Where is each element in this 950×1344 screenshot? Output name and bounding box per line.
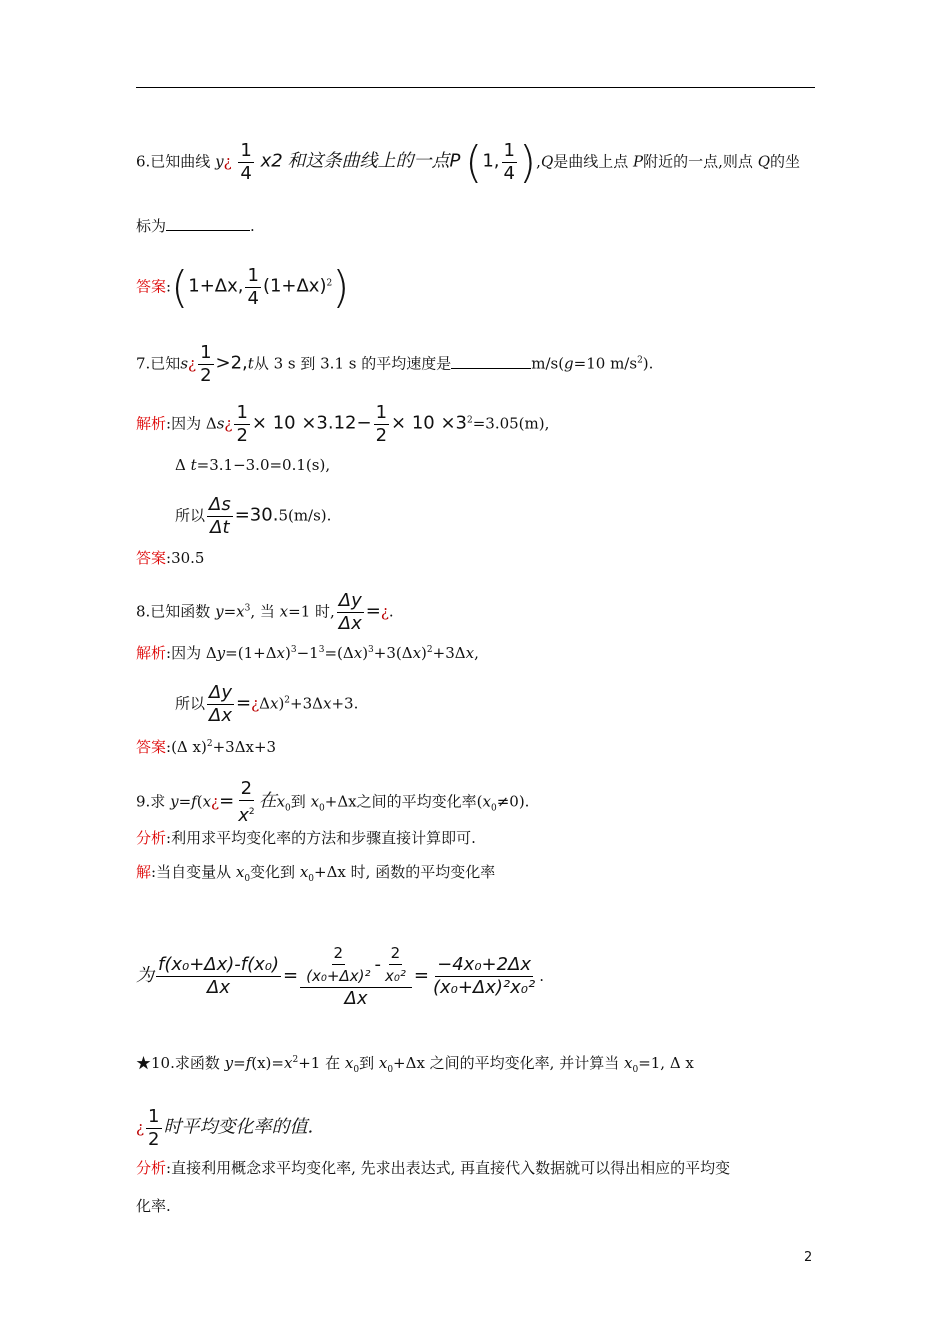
q6-Q2: Q xyxy=(757,152,771,171)
q8-sol-y: y xyxy=(216,644,226,662)
q8-glyph: ¿ xyxy=(380,602,389,621)
q9-sol-x: x xyxy=(235,863,245,881)
page-number: 2 xyxy=(804,1250,813,1265)
q7-geq: =10 m/s xyxy=(573,354,638,373)
q6-lead: 6.已知曲线 xyxy=(136,152,211,171)
q9-ana-label: 分析 xyxy=(136,829,167,847)
q6-tail: 是曲线上点 xyxy=(553,152,629,171)
q8-sol-q: +3Δ xyxy=(432,644,466,662)
q9-f2a-den: (x₀+Δx)² xyxy=(306,967,371,985)
q8-so-a: Δ xyxy=(259,694,270,713)
q8-sup: 3 xyxy=(244,603,251,614)
q8-sol-n: =(Δ xyxy=(324,644,354,662)
q6-fraction xyxy=(238,140,253,185)
q6-ans-fraction xyxy=(245,265,260,310)
question-10 xyxy=(136,1050,694,1080)
q8-solution xyxy=(136,640,479,663)
q10-eq: = xyxy=(233,1054,246,1072)
q7-dt-b: =3.1−3.0=0.1(s), xyxy=(196,456,331,474)
q8-so-sup: 2 xyxy=(284,695,291,706)
q8-y: y xyxy=(215,602,224,621)
q10-ana-label: 分析 xyxy=(136,1159,167,1177)
q9-sol-c: +Δx 时, 函数的平均变化率 xyxy=(314,863,496,881)
q9-lead: 9.求 xyxy=(136,792,171,811)
q8-mid: , 当 xyxy=(250,602,280,621)
q9-eq: = xyxy=(178,792,192,811)
q8-frac xyxy=(337,590,364,635)
q9-ne: ≠0). xyxy=(496,792,530,811)
q9-x3-sub: 0 xyxy=(490,803,497,814)
q8-sol-x4: x xyxy=(465,644,475,662)
q9-frac3 xyxy=(431,954,537,999)
q8-sol-p2: ) xyxy=(362,644,369,662)
q8-so-p: ) xyxy=(278,694,285,713)
q10-plus: +1 在 xyxy=(298,1054,345,1072)
q6-tail2: 附近的一点,则点 xyxy=(643,152,753,171)
q9-wei: 为 xyxy=(136,965,154,986)
q6-ans-num: 1 xyxy=(247,265,259,286)
header-rule xyxy=(136,87,815,88)
q8-sup3: 3 xyxy=(290,645,297,655)
q7-so xyxy=(175,494,331,539)
q7-s: s xyxy=(180,354,189,373)
q10-analysis-line2 xyxy=(136,1196,171,1216)
q10-x0-sub: 0 xyxy=(353,1065,360,1075)
q9-end: . xyxy=(539,967,545,985)
q8-x: x xyxy=(236,602,245,621)
q8-sol-x2: x xyxy=(353,644,363,662)
q7-g: g xyxy=(564,354,574,373)
q9-num: 2 xyxy=(240,778,253,799)
q7-fraction xyxy=(198,342,213,387)
q10-x0: x xyxy=(344,1054,354,1072)
q10-x: x xyxy=(284,1054,293,1072)
q6-ans-paren-close: ) xyxy=(332,261,350,313)
q9-frac1 xyxy=(156,954,281,999)
question-10-line2 xyxy=(136,1106,313,1151)
q7-dt-t: t xyxy=(190,456,197,474)
q8-x2: x xyxy=(279,602,289,621)
q8-lead: 8.已知函数 xyxy=(136,602,216,621)
q8-dot: . xyxy=(388,602,394,621)
q9-sol-a: :当自变量从 xyxy=(151,863,236,881)
q6-pt-den: 4 xyxy=(503,163,515,184)
q7-dt xyxy=(175,455,330,475)
q7-num: 1 xyxy=(200,342,212,363)
q6-answer-colon: : xyxy=(166,277,172,296)
q7-so-den: Δt xyxy=(210,517,230,538)
q6-frac-num: 1 xyxy=(240,140,252,161)
q6-ans-b: (1+Δx) xyxy=(262,275,327,297)
q10-sup: 2 xyxy=(292,1055,299,1065)
q8-mid2: =1 时, xyxy=(288,602,335,621)
q6-Q: Q xyxy=(540,152,554,171)
q7-tail: 从 3 s 到 3.1 s 的平均速度是 xyxy=(253,354,452,373)
q6-pt-num: 1 xyxy=(503,140,515,161)
q8-so-den: Δx xyxy=(209,705,232,726)
q9-tail: 之间的平均变化率( xyxy=(356,792,483,811)
question-6 xyxy=(136,136,801,188)
q7-sol-e: =3.05(m), xyxy=(472,414,550,433)
q9-paren: ( xyxy=(196,792,203,811)
q7-lead: 7.已知 xyxy=(136,354,181,373)
q7-so-num: Δs xyxy=(209,494,231,515)
q7-t: t xyxy=(247,354,254,373)
q9-sol-xsub: 0 xyxy=(244,874,251,884)
q9-f2b-den: x₀² xyxy=(384,967,406,985)
q7-so: 所以 xyxy=(175,506,206,525)
q7-solution xyxy=(136,402,549,447)
q6-P2: P xyxy=(633,152,644,171)
q6-frac-den: 4 xyxy=(240,163,252,184)
q8-so-num: Δy xyxy=(209,682,232,703)
q9-to: 到 xyxy=(290,792,311,811)
q9-x: x xyxy=(202,792,212,811)
q10-to: 到 xyxy=(359,1054,379,1072)
q7-sol-sup: 2 xyxy=(466,415,473,426)
q6-ans-paren-open: ( xyxy=(171,261,189,313)
q8-den: Δx xyxy=(338,613,362,634)
q7-sol-b: × 10 ×3.12− xyxy=(251,412,372,434)
q8-eq: = xyxy=(223,602,237,621)
q6-ans-a: 1+Δx, xyxy=(188,275,244,297)
q8-so-b: +3Δ xyxy=(290,694,323,713)
q7-sol-den2: 2 xyxy=(375,425,388,446)
q6-line2: 标为 xyxy=(136,217,167,235)
q7-sol-a: 因为 Δ xyxy=(171,414,217,433)
q8-so xyxy=(175,682,358,727)
q9-f3-den: (x₀+Δx)²x₀² xyxy=(432,976,536,998)
q6-ans-sup: 2 xyxy=(326,278,333,289)
q6-P: P xyxy=(449,150,461,172)
q7-sol-frac1 xyxy=(234,402,249,447)
q9-f2a-num: 2 xyxy=(332,942,346,965)
q9-frac2 xyxy=(300,942,412,1010)
q9-minus: - xyxy=(374,953,381,975)
q8-sol-x3: x xyxy=(412,644,422,662)
q10-ana2: 化率. xyxy=(136,1197,171,1215)
q8-sol-p: ) xyxy=(285,644,291,662)
q9-analysis xyxy=(136,828,476,848)
q7-sol-s: s xyxy=(216,414,225,433)
q7-sol-colon: : xyxy=(166,414,172,433)
q7-sol-c: × 10 ×3 xyxy=(391,412,467,434)
q9-f2-den: Δx xyxy=(344,988,368,1009)
q10-lead: ★10.求函数 xyxy=(136,1054,225,1072)
q9-f: f xyxy=(191,792,197,811)
q8-sol-o: +3(Δ xyxy=(373,644,413,662)
q8-sup2: 2 xyxy=(426,645,433,655)
q8-sup3b: 3 xyxy=(318,645,325,655)
q9-zai: 在 xyxy=(258,790,277,812)
q7-close: ). xyxy=(642,354,654,373)
q8-sol: :因为 Δ xyxy=(166,644,217,662)
q9-eq3: = xyxy=(283,965,299,986)
q6-paren-close: ) xyxy=(518,136,537,188)
q9-x0-sub: 0 xyxy=(285,803,291,814)
q9-sol-label: 解 xyxy=(136,863,152,881)
q9-sol-b: 变化到 xyxy=(250,863,300,881)
q7-answer xyxy=(136,548,204,568)
q8-answer-a: :(Δ x) xyxy=(166,738,207,756)
q9-frac2b xyxy=(383,942,408,987)
q10-tail: +Δx 之间的平均变化率, 并计算当 xyxy=(393,1054,624,1072)
q8-answer-tail: +3Δx+3 xyxy=(212,738,277,756)
q8-so-frac xyxy=(207,682,234,727)
q8-sol-r: , xyxy=(474,644,479,662)
q9-f1-num: f(x₀+Δx)-f(x₀) xyxy=(158,953,280,975)
q6-tail3: 的坐 xyxy=(770,152,801,171)
q7-answer-label: 答案 xyxy=(136,549,167,567)
q6-answer xyxy=(136,261,350,313)
q7-so-tail: 5(m/s). xyxy=(278,506,332,525)
q7-so-frac xyxy=(207,494,233,539)
q9-y: y xyxy=(170,792,179,811)
q8-sol-p3: ) xyxy=(421,644,427,662)
q8-so-eq: = xyxy=(235,692,252,714)
q9-f1-den: Δx xyxy=(207,976,230,998)
q8-so: 所以 xyxy=(175,694,206,713)
q6-pt-x: 1, xyxy=(482,150,500,172)
q10-num: 1 xyxy=(148,1106,160,1127)
q10-x1-sub: 0 xyxy=(387,1065,394,1075)
q8-sol-x: x xyxy=(276,644,285,662)
q8-answer-sup: 2 xyxy=(206,739,213,749)
q6-glyph: ¿ xyxy=(223,152,232,171)
q10-ana: :直接利用概念求平均变化率, 先求出表达式, 再直接代入数据就可以得出相应的平均变 xyxy=(166,1159,731,1177)
question-9 xyxy=(136,778,529,827)
q9-x3: x xyxy=(482,792,491,811)
q10-f: f xyxy=(245,1054,252,1072)
q8-num: Δy xyxy=(338,590,362,611)
q10-val: =1, Δ x xyxy=(638,1054,694,1072)
q10-line2: 时平均变化率的值. xyxy=(163,1116,314,1138)
q9-den: x xyxy=(238,805,249,826)
q10-glyph: ¿ xyxy=(136,1118,145,1137)
q9-ana: :利用求平均变化率的方法和步骤直接计算即可. xyxy=(166,829,476,847)
q8-eq2: = xyxy=(365,600,381,622)
q7-answer-blank xyxy=(451,354,531,369)
q6-answer-blank xyxy=(166,216,250,231)
q9-f2b-num: 2 xyxy=(389,942,403,965)
q8-sol-label: 解析 xyxy=(136,644,167,662)
q10-px: (x) xyxy=(251,1054,272,1072)
q8-answer-label: 答案 xyxy=(136,738,167,756)
q9-frac2a xyxy=(304,942,372,987)
q9-eq4: = xyxy=(413,965,429,986)
q6-period: . xyxy=(250,217,255,235)
q9-frac xyxy=(236,778,256,827)
q10-y: y xyxy=(224,1054,234,1072)
q9-formula xyxy=(136,942,544,1010)
q6-var-y: y xyxy=(215,152,224,171)
q9-x0: x xyxy=(276,792,286,811)
q10-x1: x xyxy=(378,1054,388,1072)
q7-answer-value: :30.5 xyxy=(166,549,205,567)
q7-units: m/s( xyxy=(531,354,565,373)
q7-gt: >2, xyxy=(215,352,248,374)
q6-comma: , xyxy=(536,152,541,171)
q7-den: 2 xyxy=(200,365,212,386)
q9-sol-x2sub: 0 xyxy=(308,874,315,884)
q10-den: 2 xyxy=(148,1129,160,1150)
question-6-line2 xyxy=(136,216,255,236)
q9-f3-num: −4x₀+2Δx xyxy=(437,953,532,975)
question-7 xyxy=(136,342,653,387)
q8-sol-m: −1 xyxy=(296,644,319,662)
q8-sup3c: 3 xyxy=(368,645,374,655)
q6-ans-den: 4 xyxy=(247,288,259,309)
q8-so-c: +3. xyxy=(331,694,359,713)
q6-pt-fraction xyxy=(502,140,517,185)
q9-x1: x xyxy=(310,792,320,811)
q6-answer-label: 答案 xyxy=(136,277,167,296)
q7-sol-frac2 xyxy=(374,402,389,447)
q8-so-x2: x xyxy=(322,694,332,713)
q10-frac xyxy=(146,1106,161,1151)
q7-sup: 2 xyxy=(637,355,643,366)
q9-sol-x2: x xyxy=(299,863,309,881)
q7-sol-num2: 1 xyxy=(375,402,388,423)
q10-eq2: = xyxy=(271,1054,284,1072)
q9-x1-sub: 0 xyxy=(319,803,325,814)
q6-mid: 和这条曲线上的一点 xyxy=(287,150,450,172)
q10-x2: x xyxy=(623,1054,633,1072)
q9-dx: +Δx xyxy=(324,792,357,811)
q7-sol-glyph: ¿ xyxy=(224,414,233,433)
q6-x2: x2 xyxy=(260,150,283,172)
q7-dt-a: Δ xyxy=(175,456,191,474)
question-8 xyxy=(136,590,394,635)
q6-paren-open: ( xyxy=(465,136,483,188)
q9-solution xyxy=(136,862,495,889)
q8-so-glyph: ¿ xyxy=(251,694,260,713)
q9-eq2: = xyxy=(219,790,235,812)
q7-sol-label: 解析 xyxy=(136,414,167,433)
q7-so-eq: =30. xyxy=(234,504,279,526)
q9-glyph: ¿ xyxy=(211,792,220,811)
q9-den-sup: 2 xyxy=(248,807,255,817)
q8-sol-eq: =(1+Δ xyxy=(225,644,277,662)
q8-so-x: x xyxy=(269,694,279,713)
q8-answer xyxy=(136,734,276,757)
q10-x2-sub: 0 xyxy=(632,1065,639,1075)
q10-analysis xyxy=(136,1158,730,1178)
q7-glyph: ¿ xyxy=(188,354,197,373)
q7-sol-num1: 1 xyxy=(236,402,248,423)
q7-sol-den1: 2 xyxy=(236,425,248,446)
